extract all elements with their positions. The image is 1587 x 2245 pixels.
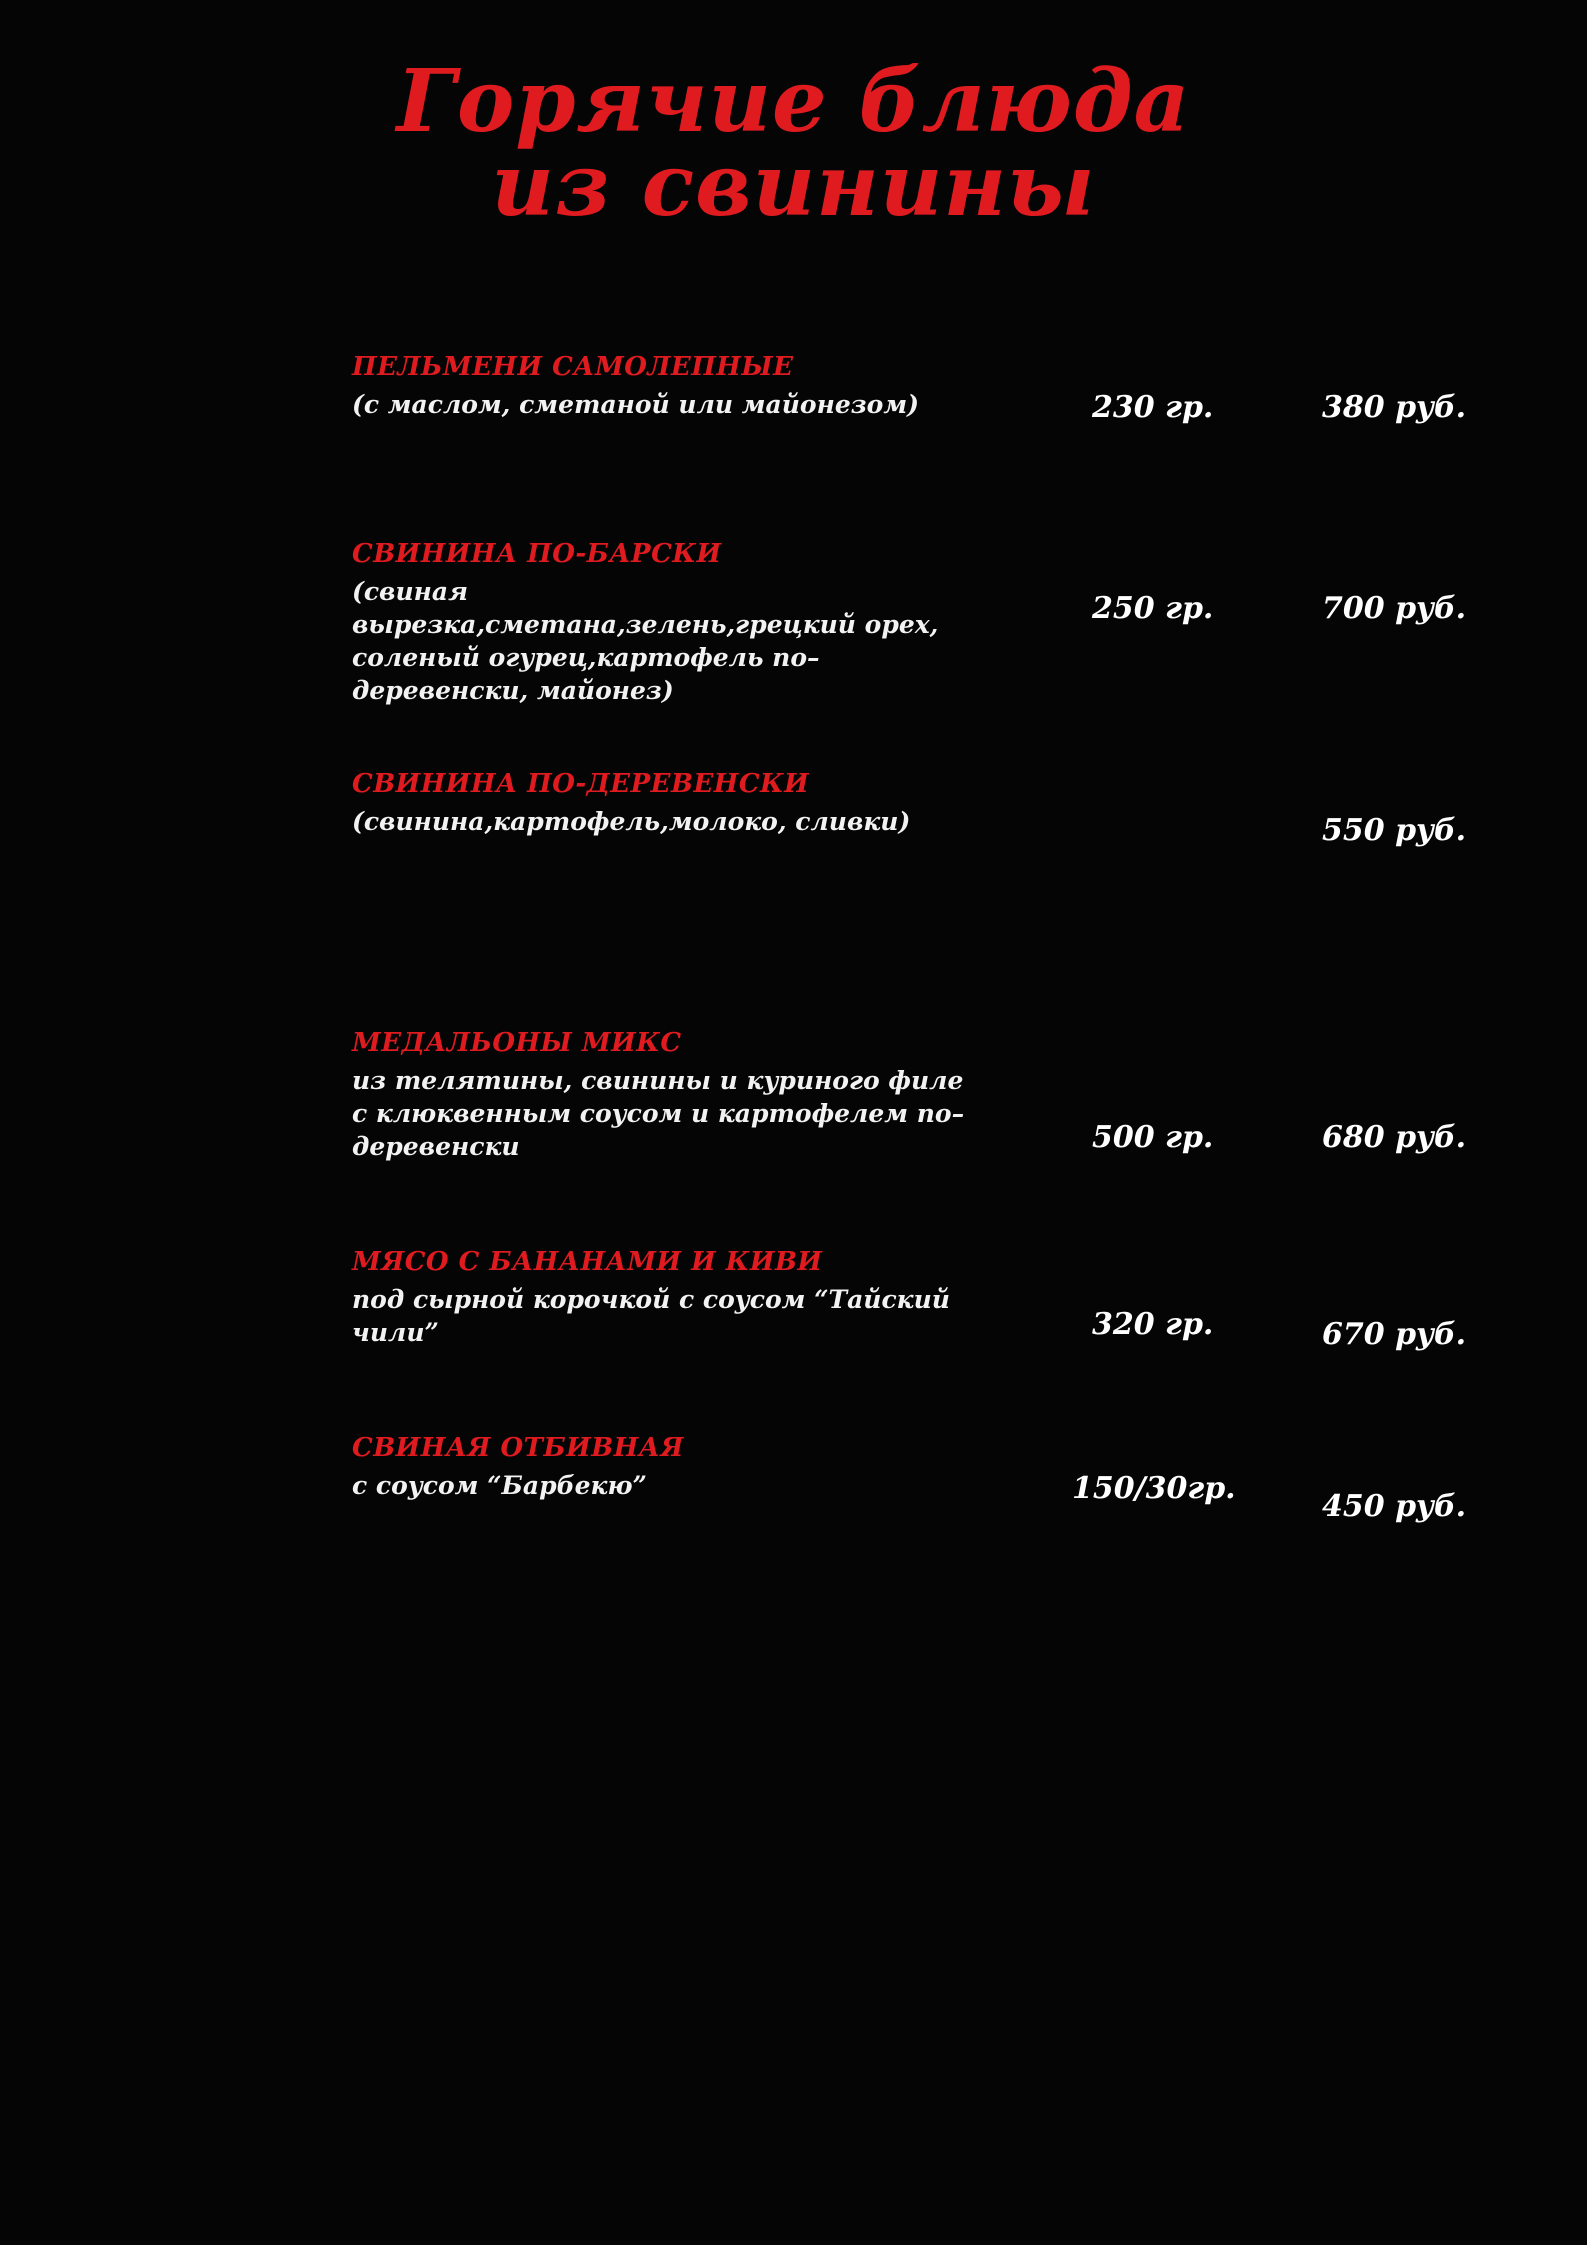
menu-item xyxy=(352,1028,1502,1163)
spacer xyxy=(352,1371,1502,1433)
page-title-line-2: из свинины xyxy=(491,134,1096,236)
menu-item-weight: 320 гр. xyxy=(1092,1307,1214,1342)
menu-item-name: ПЕЛЬМЕНИ САМОЛЕПНЫЕ xyxy=(352,352,794,382)
menu-item-name: МЕДАЛЬОНЫ МИКС xyxy=(352,1028,682,1058)
menu-item-description: из телятины, свинины и куриного филе с клюквенным соусом и картофелем по–деревенски xyxy=(352,1066,965,1161)
menu-item-description: (с маслом, сметаной или майонезом) xyxy=(352,390,919,419)
menu-item-weight: 250 гр. xyxy=(1092,591,1214,626)
menu-item-weight: 500 гр. xyxy=(1092,1120,1214,1155)
page-title xyxy=(0,51,1587,236)
menu-item-weight: 230 гр. xyxy=(1092,390,1214,425)
menu-item-price: 380 руб. xyxy=(1322,390,1467,425)
menu-item-name: МЯСО С БАНАНАМИ И КИВИ xyxy=(352,1247,823,1277)
menu-item-name: СВИНИНА ПО-ДЕРЕВЕНСКИ xyxy=(352,769,810,799)
spacer xyxy=(352,443,1502,539)
spacer xyxy=(352,860,1502,1028)
menu-item xyxy=(352,352,1502,425)
menu-item-description: с соусом “Барбекю” xyxy=(352,1471,647,1500)
menu-item-price: 670 руб. xyxy=(1322,1317,1467,1352)
menu-item-price: 700 руб. xyxy=(1322,591,1467,626)
menu-item-price: 680 руб. xyxy=(1322,1120,1467,1155)
menu-item-description: (свиная вырезка,сметана,зелень,грецкий орех, соленый огурец,картофель по–деревенски, майонез) xyxy=(352,577,939,705)
menu-item xyxy=(352,539,1502,707)
menu-item-price: 550 руб. xyxy=(1322,813,1467,848)
menu-item-name: СВИНАЯ ОТБИВНАЯ xyxy=(352,1433,684,1463)
menu-items-list xyxy=(352,352,1502,1524)
menu-item-price: 450 руб. xyxy=(1322,1489,1467,1524)
menu-item xyxy=(352,1433,1502,1524)
menu-item-description: (свинина,картофель,молоко, сливки) xyxy=(352,807,911,836)
spacer xyxy=(352,1185,1502,1247)
menu-item xyxy=(352,769,1502,848)
menu-item-weight: 150/30гр. xyxy=(1072,1471,1236,1506)
menu-item-name: СВИНИНА ПО-БАРСКИ xyxy=(352,539,722,569)
spacer xyxy=(352,729,1502,769)
menu-item-description: под сырной корочкой с соусом “Тайский чили” xyxy=(352,1285,950,1347)
page-title-line-1: Горячие блюда xyxy=(396,51,1191,152)
menu-item xyxy=(352,1247,1502,1352)
